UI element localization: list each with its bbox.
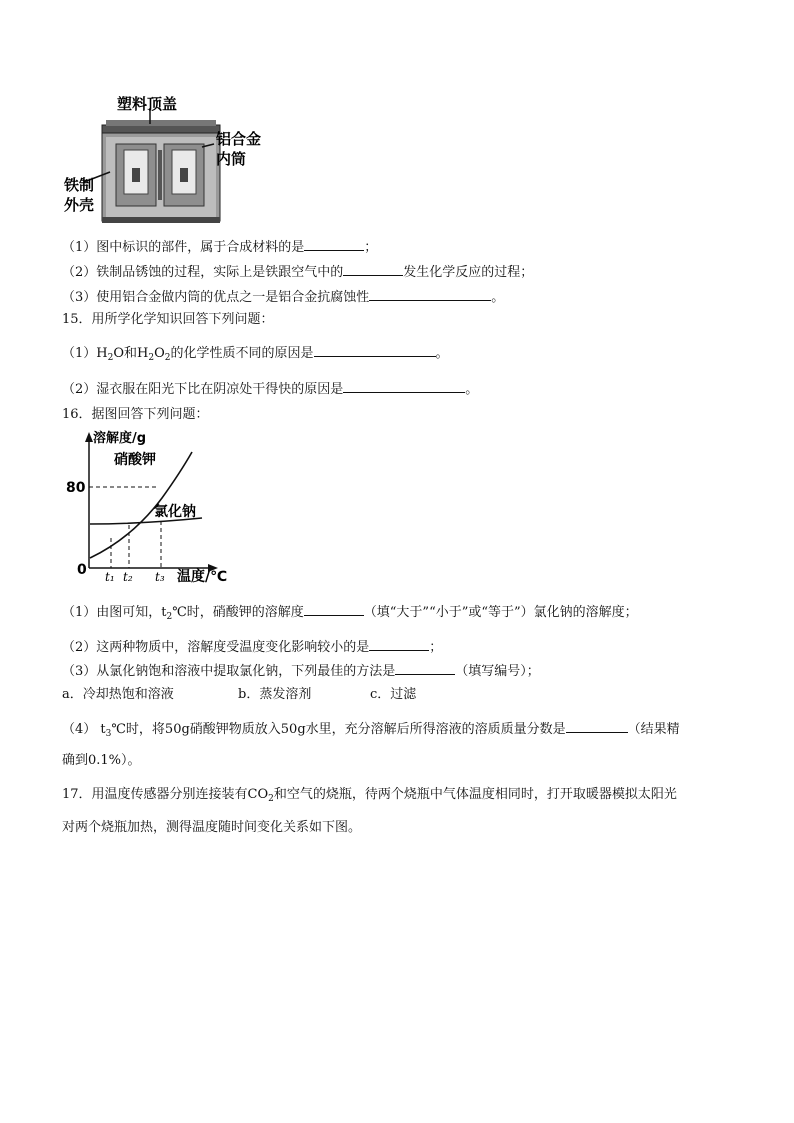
q17-line-2: 对两个烧瓶加热，测得温度随时间变化关系如下图。	[62, 820, 362, 835]
trash-bin-illustration	[62, 92, 262, 227]
q16-option-b[interactable]: b．蒸发溶剂	[238, 687, 312, 702]
q16-stem: 16．据图回答下列问题：	[62, 407, 209, 422]
q16-part-2: （2）这两种物质中，溶解度受温度变化影响较小的是 ；	[62, 637, 442, 657]
answer-blank[interactable]	[369, 637, 429, 651]
answer-blank[interactable]	[304, 237, 364, 251]
solubility-chart	[62, 428, 242, 588]
series-label-kno3: 硝酸钾	[114, 452, 156, 468]
q16-part-3: （3）从氯化钠饱和溶液中提取氯化钠，下列最佳的方法是 （填写编号）；	[62, 661, 540, 681]
q15-stem: 15．用所学化学知识回答下列问题：	[62, 312, 274, 327]
y-tick-80: 80	[66, 480, 86, 496]
x-tick-t2: t₂	[123, 570, 133, 584]
q16-option-c[interactable]: c．过滤	[370, 687, 417, 702]
label-aluminum-1: 铝合金	[216, 130, 262, 148]
x-tick-t1: t₁	[105, 570, 115, 584]
answer-blank[interactable]	[395, 661, 455, 675]
q14-part-1: （1）图中标识的部件，属于合成材料的是 ；	[62, 237, 377, 257]
origin-label: 0	[77, 562, 87, 578]
solubility-chart-svg	[62, 428, 242, 588]
x-tick-t3: t₃	[155, 570, 165, 584]
q16-option-a[interactable]: a．冷却热饱和溶液	[62, 687, 174, 702]
answer-blank[interactable]	[343, 262, 403, 276]
q16-part-4: （4） $t_3℃$时，将50g硝酸钾物质放入50g水里，充分溶解后所得溶液的溶质质量分数是 （结果精	[62, 719, 680, 739]
q15-part-1: $(1)H_2O$和$H_2O_2$的化学性质不同的原因是 。	[62, 343, 449, 363]
q15-part-2: （2）湿衣服在阳光下比在阴凉处干得快的原因是 。	[62, 379, 478, 399]
answer-blank[interactable]	[343, 379, 465, 393]
trash-bin-figure	[62, 92, 262, 227]
chart-ylabel: 溶解度/g	[93, 431, 147, 446]
label-iron-1: 铁制	[64, 176, 95, 194]
label-iron-2: 外壳	[64, 196, 95, 214]
q14-part-3: （3）使用铝合金做内筒的优点之一是铝合金抗腐蚀性 。	[62, 287, 504, 307]
q16-part-1: （1）由图可知，$t_2℃$时，硝酸钾的溶解度 （填“大于”“小于”或“等于”）氯化钠的溶解度；	[62, 602, 638, 622]
q16-part-4-cont: 确到0.1%）。	[62, 753, 141, 768]
answer-blank[interactable]	[369, 287, 491, 301]
y-axis-arrow	[85, 432, 93, 442]
q17-line-1: 17．用温度传感器分别连接装有$CO_2$和空气的烧瓶，待两个烧瓶中气体温度相同时，打开取暖器模拟太阳光	[62, 787, 677, 804]
label-plastic-lid: 塑料顶盖	[117, 95, 178, 113]
series-label-nacl: 氯化钠	[154, 504, 196, 520]
answer-blank[interactable]	[304, 602, 364, 616]
label-aluminum-2: 内筒	[216, 150, 247, 168]
answer-blank[interactable]	[314, 343, 436, 357]
answer-blank[interactable]	[566, 719, 628, 733]
q14-part-2: （2）铁制品锈蚀的过程，实际上是铁跟空气中的 发生化学反应的过程；	[62, 262, 533, 282]
chart-xlabel: 温度/℃	[177, 569, 228, 585]
